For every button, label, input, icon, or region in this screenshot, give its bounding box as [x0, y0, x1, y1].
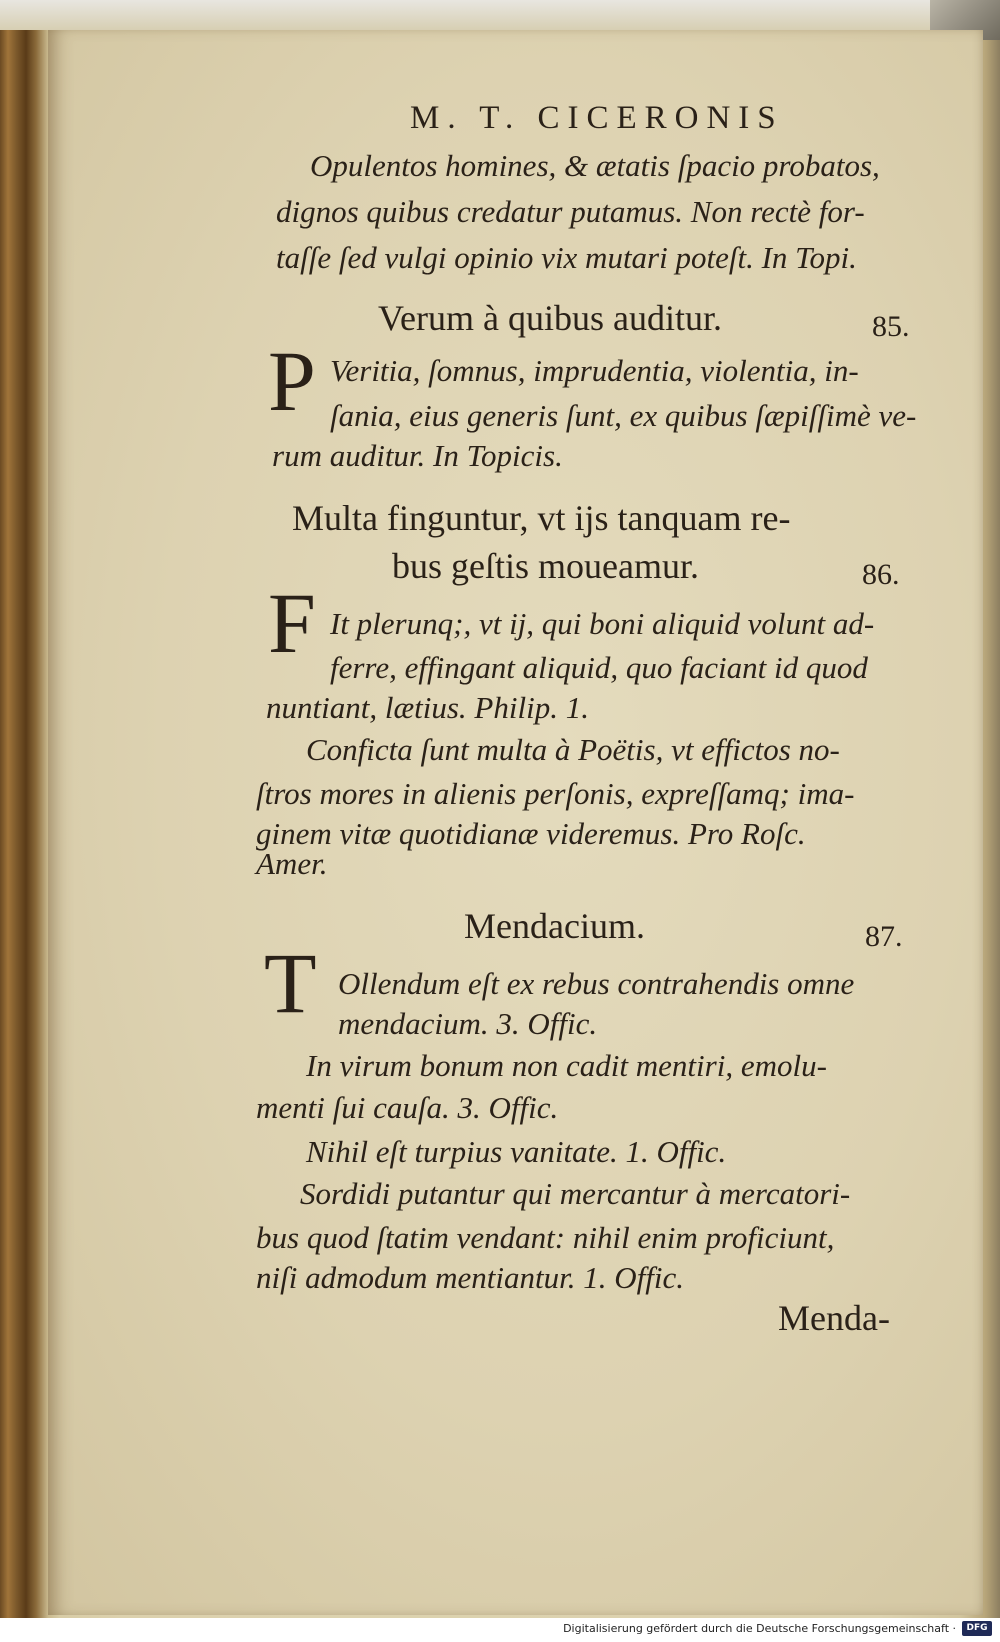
text-line: niſi admodum mentiantur. 1. Offic.	[256, 1260, 684, 1295]
text-line: bus quod ſtatim vendant: nihil enim proficiunt,	[256, 1220, 835, 1255]
section-heading: Mendacium.	[464, 906, 645, 946]
top-edge	[0, 0, 1000, 30]
text-line: Opulentos homines, & ætatis ſpacio probatos,	[310, 148, 880, 183]
text-line: taſſe ſed vulgi opinio vix mutari poteſt. In Topi.	[276, 240, 857, 275]
section-heading: Multa finguntur, vt ijs tanquam re-	[292, 498, 791, 538]
section-heading: Verum à quibus auditur.	[378, 298, 722, 338]
section-number: 87.	[865, 920, 903, 953]
section-number: 86.	[862, 558, 900, 591]
drop-cap: T	[264, 935, 317, 1031]
drop-cap: F	[268, 575, 316, 671]
text-line: menti ſui cauſa. 3. Offic.	[256, 1090, 559, 1125]
footer-credit: Digitalisierung gefördert durch die Deutsche Forschungsgemeinschaft ·	[563, 1622, 956, 1635]
text-line: Ollendum eſt ex rebus contrahendis omne	[338, 966, 855, 1001]
section-number: 85.	[872, 310, 910, 343]
text-line: It plerunq;, vt ij, qui boni aliquid volunt ad-	[330, 606, 875, 641]
catchword: Menda-	[778, 1298, 890, 1338]
drop-cap: P	[268, 333, 316, 429]
text-line: Sordidi putantur qui mercantur à mercatori-	[300, 1176, 851, 1211]
text-line: mendacium. 3. Offic.	[338, 1006, 598, 1041]
text-line: ginem vitæ quotidianæ videremus. Pro Roſc.	[256, 816, 806, 851]
text-line: Amer.	[256, 846, 328, 881]
running-head: M. T. CICERONIS	[410, 100, 784, 136]
text-line: ferre, effingant aliquid, quo faciant id quod	[330, 650, 868, 685]
text-line: ſtros mores in alienis perſonis, expreſſamq; ima-	[256, 776, 855, 811]
text-line: In virum bonum non cadit mentiri, emolu-	[306, 1048, 827, 1083]
text-line: ſania, eius generis ſunt, ex quibus ſæpiſſimè ve-	[330, 398, 917, 433]
text-line: dignos quibus credatur putamus. Non rectè for-	[276, 194, 865, 229]
text-line: Veritia, ſomnus, imprudentia, violentia, in-	[330, 353, 859, 388]
text-line: rum auditur. In Topicis.	[272, 438, 563, 473]
section-heading: bus geſtis moueamur.	[392, 546, 699, 586]
dfg-logo-icon: DFG	[962, 1621, 992, 1636]
text-line: Nihil eſt turpius vanitate. 1. Offic.	[306, 1134, 727, 1169]
text-line: Conficta ſunt multa à Poëtis, vt effictos no-	[306, 732, 840, 767]
text-line: nuntiant, lætius. Philip. 1.	[266, 690, 589, 725]
